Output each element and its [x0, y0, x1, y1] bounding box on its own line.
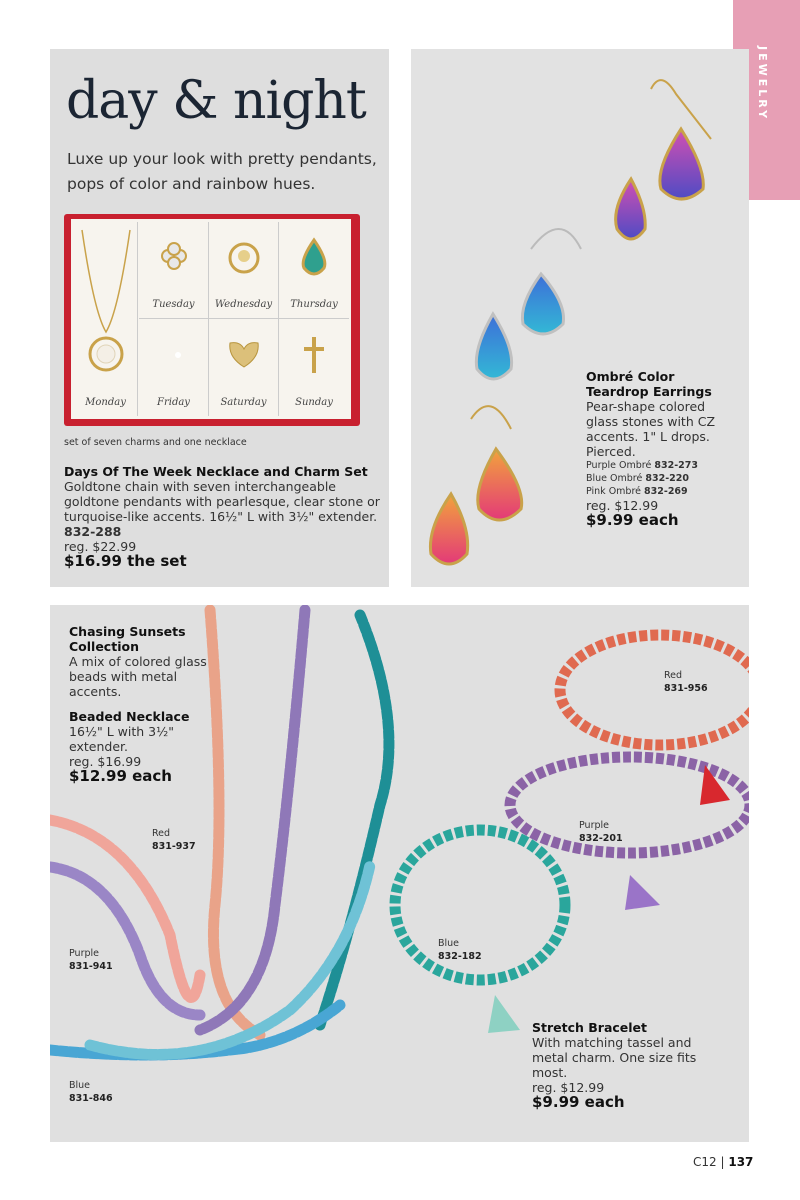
- bracelet-description: With matching tassel and metal charm. One size fits most.: [532, 1035, 697, 1080]
- necklace-description: 16½" L with 3½" extender.: [69, 724, 174, 754]
- regular-price: reg. $22.99: [64, 539, 137, 554]
- days-of-week-panel: [50, 49, 389, 587]
- moon-charm-image: [156, 333, 192, 373]
- charm-grid: [139, 222, 349, 416]
- charm-cell: [139, 319, 209, 416]
- charm-gift-box: [64, 214, 360, 426]
- day-label: Tuesday: [152, 299, 195, 310]
- day-label: Friday: [157, 397, 190, 408]
- bracelet-product-name: Stretch Bracelet: [532, 1020, 648, 1035]
- day-label: Sunday: [295, 397, 333, 408]
- earrings-variant: Pink Ombré 832-269: [586, 486, 688, 497]
- necklace-product-name: Beaded Necklace: [69, 709, 190, 724]
- earrings-variant: Purple Ombré 832-273: [586, 460, 698, 471]
- necklace-regular-price: reg. $16.99: [69, 754, 142, 769]
- earrings-description: Pear-shape colored glass stones with CZ accents. 1" L drops. Pierced.: [586, 399, 716, 459]
- chasing-sunsets-panel: [50, 605, 749, 1142]
- day-label-monday: Monday: [85, 397, 126, 408]
- charm-cell: [279, 222, 349, 319]
- section-tab-label: JEWELRY: [756, 46, 769, 122]
- necklace-variant-label: Red 831-937: [152, 828, 196, 852]
- bracelet-variant-label: Purple 832-201: [579, 820, 623, 844]
- sale-price: $16.99 the set: [64, 552, 187, 570]
- product-description: Goldtone chain with seven interchangeable goldtone pendants with pearlesque, clear stone or turquoise-like accents. 16½" L with 3½" extender.: [64, 479, 380, 524]
- earrings-panel: [411, 49, 749, 587]
- turquoise-teardrop-charm-image: [296, 236, 332, 280]
- earrings-description-block: [586, 369, 726, 528]
- section-code: C12: [693, 1155, 717, 1169]
- day-label: Wednesday: [214, 299, 273, 310]
- image-caption: set of seven charms and one necklace: [64, 437, 247, 448]
- bracelet-variant-label: Blue 832-182: [438, 938, 482, 962]
- necklace-description-block: [69, 624, 219, 784]
- earrings-sale-price: $9.99 each: [586, 511, 679, 529]
- cross-charm-image: [296, 333, 332, 377]
- product-name: Days Of The Week Necklace and Charm Set: [64, 464, 368, 479]
- page-title: day & night: [66, 71, 366, 131]
- day-label: Saturday: [220, 397, 267, 408]
- bracelet-sale-price: $9.99 each: [532, 1093, 625, 1111]
- charm-cell: [209, 319, 279, 416]
- earrings-product-name: Ombré Color Teardrop Earrings: [586, 369, 712, 399]
- tree-charm-image: [226, 236, 262, 276]
- collection-description: A mix of colored glass beads with metal accents.: [69, 654, 207, 699]
- earrings-variant: Blue Ombré 832-220: [586, 473, 689, 484]
- charm-cell: [209, 222, 279, 319]
- earrings-regular-price: reg. $12.99: [586, 498, 659, 513]
- page-number: 137: [728, 1155, 754, 1169]
- bracelet-regular-price: reg. $12.99: [532, 1080, 605, 1095]
- necklace-variant-label: Purple 831-941: [69, 948, 113, 972]
- product-description-block: [64, 464, 382, 569]
- pendant-necklace-image: [74, 222, 138, 392]
- charm-box-insert: [71, 219, 351, 419]
- day-label: Thursday: [290, 299, 338, 310]
- footer-separator: |: [720, 1155, 725, 1169]
- collection-name: Chasing Sunsets Collection: [69, 624, 186, 654]
- clover-charm-image: [156, 236, 192, 276]
- bracelet-description-block: [532, 1020, 722, 1110]
- product-sku: 832-288: [64, 524, 122, 539]
- necklace-slot: [74, 222, 138, 416]
- bracelet-variant-label: Red 831-956: [664, 670, 708, 694]
- necklace-variant-label: Blue 831-846: [69, 1080, 113, 1104]
- charm-cell: [139, 222, 209, 319]
- charm-cell: [279, 319, 349, 416]
- necklace-sale-price: $12.99 each: [69, 767, 172, 785]
- angel-wings-charm-image: [226, 333, 262, 373]
- page-footer: [693, 1155, 753, 1169]
- intro-text: Luxe up your look with pretty pendants, pops of color and rainbow hues.: [67, 150, 377, 193]
